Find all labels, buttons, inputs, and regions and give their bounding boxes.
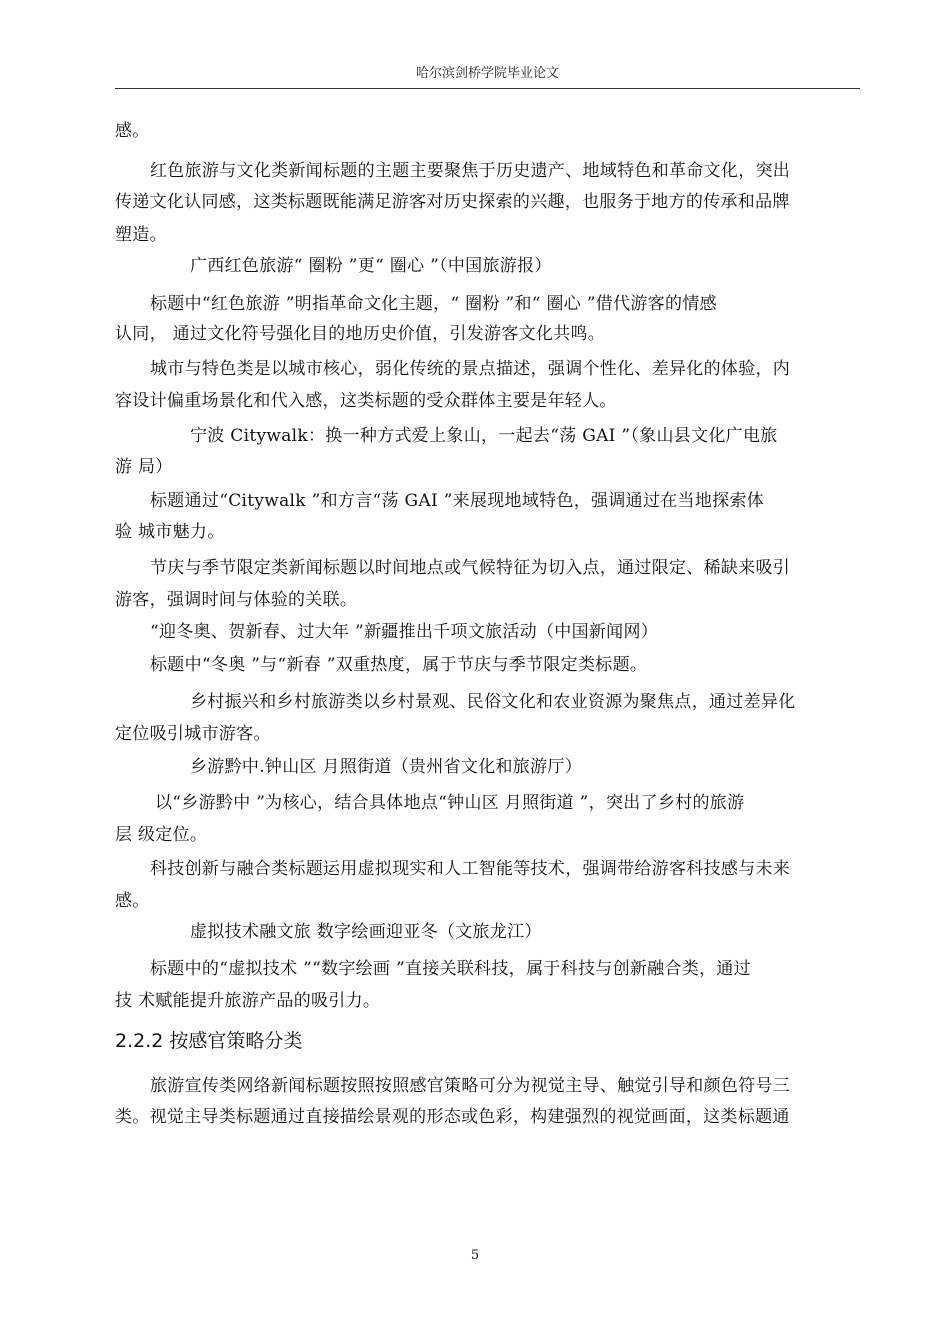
body-line: 标题中的“虚拟技术 ”“数字绘画 ”直接关联科技，属于科技与创新融合类，通过 bbox=[150, 959, 751, 979]
body-line: 城市与特色类是以城市核心，弱化传统的景点描述，强调个性化、差异化的体验，内 bbox=[150, 359, 791, 379]
body-line: 容设计偏重场景化和代入感，这类标题的受众群体主要是年轻人。 bbox=[115, 391, 617, 411]
body-line: 验 城市魅力。 bbox=[115, 522, 225, 542]
body-line: 红色旅游与文化类新闻标题的主题主要聚焦于历史遗产、地域特色和革命文化，突出 bbox=[150, 161, 791, 181]
example-headline: 虚拟技术融文旅 数字绘画迎亚冬（文旅龙江） bbox=[190, 922, 542, 942]
section-heading: 2.2.2 按感官策略分类 bbox=[115, 1030, 303, 1052]
body-line: 层 级定位。 bbox=[115, 825, 208, 845]
body-line: 标题通过“Citywalk ”和方言“荡 GAI ”来展现地域特色，强调通过在当地探索体 bbox=[150, 491, 765, 511]
body-line: 感。 bbox=[115, 891, 150, 911]
body-line: 认同， 通过文化符号强化目的地历史价值，引发游客文化共鸣。 bbox=[115, 324, 606, 344]
body-line: 节庆与季节限定类新闻标题以时间地点或气候特征为切入点，通过限定、稀缺来吸引 bbox=[150, 558, 791, 578]
body-line: 标题中“冬奥 ”与“新春 ”双重热度，属于节庆与季节限定类标题。 bbox=[150, 655, 648, 675]
body-line: 技 术赋能提升旅游产品的吸引力。 bbox=[115, 991, 381, 1011]
example-headline: 乡游黔中.钟山区 月照街道（贵州省文化和旅游厅） bbox=[190, 757, 583, 777]
body-line: 标题中“红色旅游 ”明指革命文化主题，“ 圈粉 ”和“ 圈心 ”借代游客的情感 bbox=[150, 294, 717, 314]
body-line: 定位吸引城市游客。 bbox=[115, 724, 271, 744]
example-headline: 游 局） bbox=[115, 457, 173, 477]
body-line: 科技创新与融合类标题运用虚拟现实和人工智能等技术，强调带给游客科技感与未来 bbox=[150, 859, 791, 879]
page-number: 5 bbox=[470, 1248, 480, 1263]
body-line: 旅游宣传类网络新闻标题按照按照感官策略可分为视觉主导、触觉引导和颜色符号三 bbox=[150, 1076, 791, 1096]
example-headline: 广西红色旅游“ 圈粉 ”更“ 圈心 ”（中国旅游报） bbox=[190, 256, 552, 276]
body-line: 传递文化认同感，这类标题既能满足游客对历史探索的兴趣，也服务于地方的传承和品牌 bbox=[115, 192, 790, 212]
example-headline: 宁波 Citywalk：换一种方式爱上象山，一起去“荡 GAI ”（象山县文化广电旅 bbox=[190, 426, 778, 446]
body-line: 感。 bbox=[115, 121, 150, 141]
header-rule bbox=[115, 88, 860, 89]
body-line: 类。视觉主导类标题通过直接描绘景观的形态或色彩，构建强烈的视觉画面，这类标题通 bbox=[115, 1107, 790, 1127]
body-line: 以“乡游黔中 ”为核心，结合具体地点“钟山区 月照街道 ”，突出了乡村的旅游 bbox=[155, 793, 745, 813]
running-header: 哈尔滨剑桥学院毕业论文 bbox=[415, 66, 559, 81]
body-line: 游客，强调时间与体验的关联。 bbox=[115, 590, 358, 610]
body-line: 乡村振兴和乡村旅游类以乡村景观、民俗文化和农业资源为聚焦点，通过差异化 bbox=[190, 692, 796, 712]
body-line: 塑造。 bbox=[115, 225, 167, 245]
example-headline: “迎冬奥、贺新春、过大年 ”新疆推出千项文旅活动（中国新闻网） bbox=[150, 622, 659, 642]
